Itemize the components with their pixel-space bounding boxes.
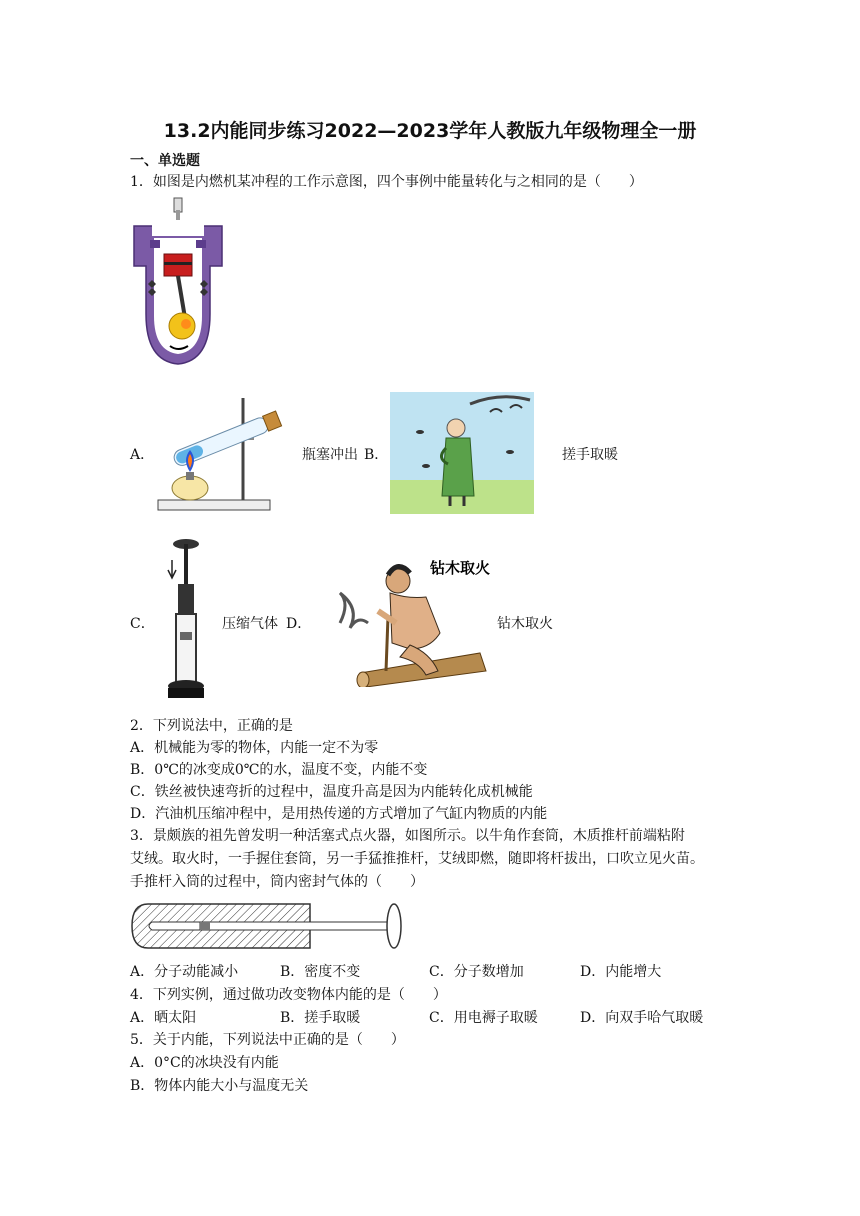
- q3-option-c: C．分子数增加: [429, 964, 524, 980]
- q1-option-c-caption: 压缩气体: [222, 616, 278, 632]
- q2-stem: 2．下列说法中，正确的是: [130, 718, 293, 734]
- drilling-wood-fire-illustration: [330, 553, 500, 687]
- q3-option-a: A．分子动能减小: [130, 964, 239, 980]
- q1-option-b-letter: B．: [364, 447, 389, 463]
- q5-option-b: B．物体内能大小与温度无关: [130, 1078, 309, 1094]
- q1-stem: 1．如图是内燃机某冲程的工作示意图，四个事例中能量转化与之相同的是（ ）: [130, 174, 643, 190]
- q5-option-a: A．0°C的冰块没有内能: [130, 1055, 279, 1071]
- q1-option-a-letter: A．: [130, 447, 155, 463]
- q1-option-d-letter: D．: [286, 616, 312, 632]
- page-title: 13.2内能同步练习2022—2023学年人教版九年级物理全一册: [163, 120, 697, 142]
- q2-option-c: C．铁丝被快速弯折的过程中，温度升高是因为内能转化成机械能: [130, 784, 533, 800]
- q1-option-a-caption: 瓶塞冲出: [302, 447, 358, 463]
- q4-stem: 4．下列实例，通过做功改变物体内能的是（ ）: [130, 987, 447, 1003]
- q3-stem-line-3: 手推杆入筒的过程中，筒内密封气体的（ ）: [130, 874, 424, 890]
- drill-fire-image-text: 钻木取火: [430, 559, 491, 577]
- test-tube-heating-illustration: [150, 392, 298, 517]
- q3-stem-line-2: 艾绒。取火时，一手握住套筒，另一手猛推推杆，艾绒即燃，随即将杆拔出，口吹立见火苗。: [130, 851, 704, 867]
- piston-fire-starter-illustration: [130, 900, 406, 952]
- q2-option-d: D．汽油机压缩冲程中，是用热传递的方式增加了气缸内物质的内能: [130, 806, 548, 822]
- section-heading: 一、单选题: [130, 153, 200, 169]
- q4-option-b: B．搓手取暖: [280, 1010, 361, 1026]
- q4-option-a: A．晒太阳: [130, 1010, 197, 1026]
- q3-option-d: D．内能增大: [580, 964, 662, 980]
- q2-option-b: B．0℃的冰变成0℃的水，温度不变，内能不变: [130, 762, 428, 778]
- q5-stem: 5．关于内能，下列说法中正确的是（ ）: [130, 1032, 405, 1048]
- air-pump-illustration: [162, 536, 210, 704]
- rubbing-hands-illustration: [390, 392, 534, 514]
- q4-option-d: D．向双手哈气取暖: [580, 1010, 704, 1026]
- engine-cylinder-illustration: [130, 196, 226, 371]
- q2-option-a: A．机械能为零的物体，内能一定不为零: [130, 740, 379, 756]
- q3-option-b: B．密度不变: [280, 964, 361, 980]
- q3-stem-line-1: 3．景颇族的祖先曾发明一种活塞式点火器，如图所示。以牛角作套筒，木质推杆前端粘附: [130, 828, 685, 844]
- q4-option-c: C．用电褥子取暖: [429, 1010, 538, 1026]
- q1-option-d-caption: 钻木取火: [497, 616, 553, 632]
- q1-option-c-letter: C．: [130, 616, 155, 632]
- q1-option-b-caption: 搓手取暖: [562, 447, 618, 463]
